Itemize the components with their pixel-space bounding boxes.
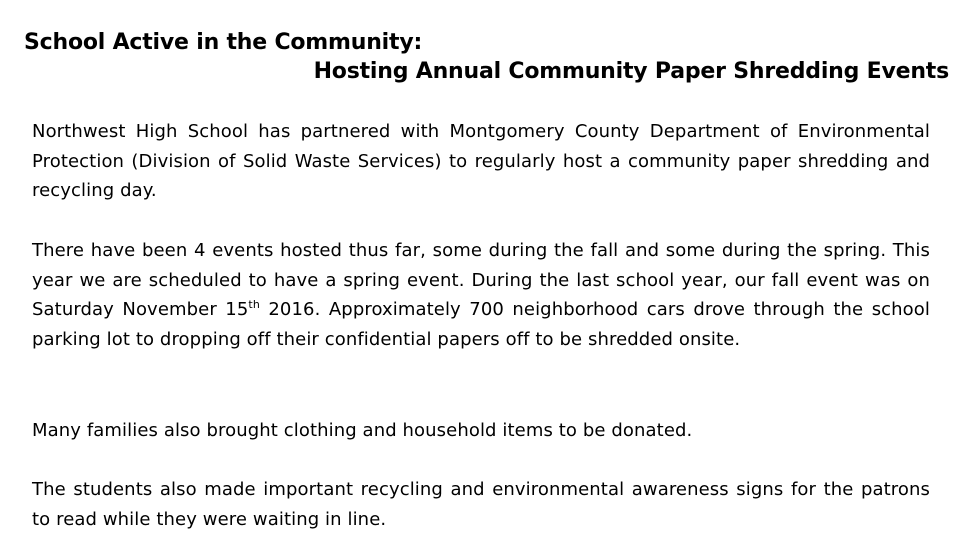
ordinal-suffix: th <box>248 298 260 312</box>
paragraph-donations: Many families also brought clothing and household items to be donated. <box>32 420 693 441</box>
paragraph-events-text-after: 2016. Approximately 700 neighborhood cars drove through the school parking lot to dropping off their confidential papers off to be shredded onsite. <box>32 299 930 351</box>
page-title: School Active in the Community: <box>24 30 423 55</box>
paragraph-events <box>32 236 930 355</box>
page-subtitle: Hosting Annual Community Paper Shredding Events <box>313 59 949 84</box>
paragraph-events-text-before: There have been 4 events hosted thus far, some during the fall and some during the spring. This year we are scheduled to have a spring event. During the last school year, our fall event was on Saturday November 15 <box>32 240 930 321</box>
paragraph-partnership: Northwest High School has partnered with Montgomery County Department of Environmental Protection (Division of Solid Waste Services) to regularly host a community paper shredding and recycling day. <box>32 121 930 202</box>
paragraph-signs: The students also made important recycling and environmental awareness signs for the patrons to read while they were waiting in line. <box>32 479 930 530</box>
